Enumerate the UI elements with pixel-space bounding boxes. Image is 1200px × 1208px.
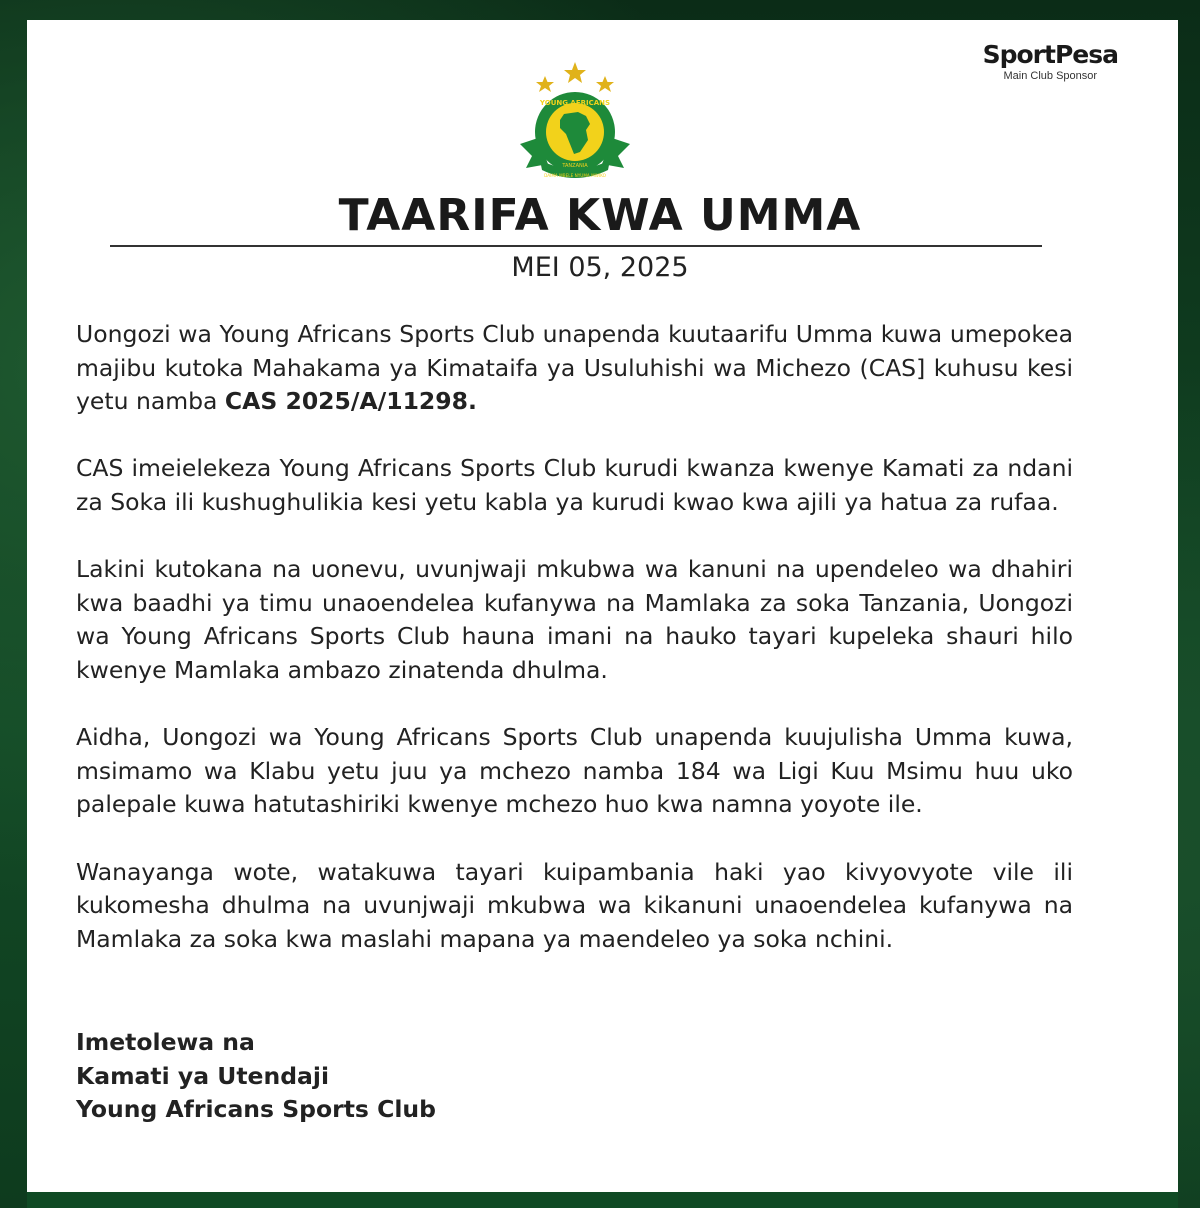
signature-line-2: Kamati ya Utendaji bbox=[76, 1061, 330, 1090]
footer-strip bbox=[27, 1192, 1178, 1208]
crest-star-left bbox=[536, 76, 554, 92]
crest-bottom-text: TANZANIA bbox=[562, 163, 588, 169]
statement-body bbox=[76, 318, 1073, 990]
paragraph-1 bbox=[76, 318, 1073, 419]
crest-banner-text: DAIMA MBELE NYUMA MWIKO bbox=[544, 173, 606, 178]
case-number: CAS 2025/A/11298. bbox=[224, 387, 477, 416]
title-divider bbox=[110, 245, 1042, 247]
crest-top-text: YOUNG AFRICANS bbox=[539, 99, 611, 107]
paragraph-2: CAS imeielekeza Young Africans Sports Club kurudi kwanza kwenye Kamati za ndani za Soka ili kushughulikia kesi yetu kabla ya kurudi kwao kwa ajili ya hatua za rufaa. bbox=[76, 454, 1073, 516]
signature-line-1: Imetolewa na bbox=[76, 1028, 255, 1056]
club-crest-icon bbox=[512, 56, 638, 192]
page-title: TAARIFA KWA UMMA bbox=[338, 190, 862, 241]
sponsor-brand: SportPesa bbox=[982, 40, 1118, 69]
paragraph-1-text: Uongozi wa Young Africans Sports Club unapenda kuutaarifu Umma kuwa umepokea majibu kutoka Mahakama ya Kimataifa ya Usuluhishi wa Michezo (CAS] kuhusu kesi yetu namba bbox=[76, 320, 1073, 416]
sponsor-logo bbox=[983, 40, 1118, 82]
statement-date: MEI 05, 2025 bbox=[511, 252, 689, 283]
paragraph-5: Wanayanga wote, watakuwa tayari kuipambania haki yao kivyovyote vile ili kukomesha dhulma na uvunjwaji mkubwa wa kikanuni unaoendelea kufanywa na Mamlaka za soka kwa maslahi mapana ya maendeleo ya soka nchini. bbox=[76, 857, 1073, 953]
crest-star-center bbox=[564, 62, 586, 83]
paragraph-4: Aidha, Uongozi wa Young Africans Sports Club unapenda kuujulisha Umma kuwa, msimamo wa Klabu yetu juu ya mchezo namba 184 wa Ligi Kuu Msimu huu uko palepale kuwa hatutashiriki kwenye mchezo huo kwa namna yoyote ile. bbox=[76, 723, 1073, 819]
signature-block bbox=[76, 1026, 436, 1127]
signature-line-3: Young Africans Sports Club bbox=[76, 1095, 436, 1124]
paragraph-3: Lakini kutokana na uonevu, uvunjwaji mkubwa wa kanuni na upendeleo wa dhahiri kwa baadhi ya timu unaoendelea kufanywa na Mamlaka za soka Tanzania, Uongozi wa Young Africans Sports Club hauna imani na hauko tayari kupeleka shauri hilo kwenye Mamlaka ambazo zinatenda dhulma. bbox=[76, 555, 1073, 684]
crest-star-right bbox=[596, 76, 614, 92]
sponsor-tagline: Main Club Sponsor bbox=[1003, 70, 1098, 82]
